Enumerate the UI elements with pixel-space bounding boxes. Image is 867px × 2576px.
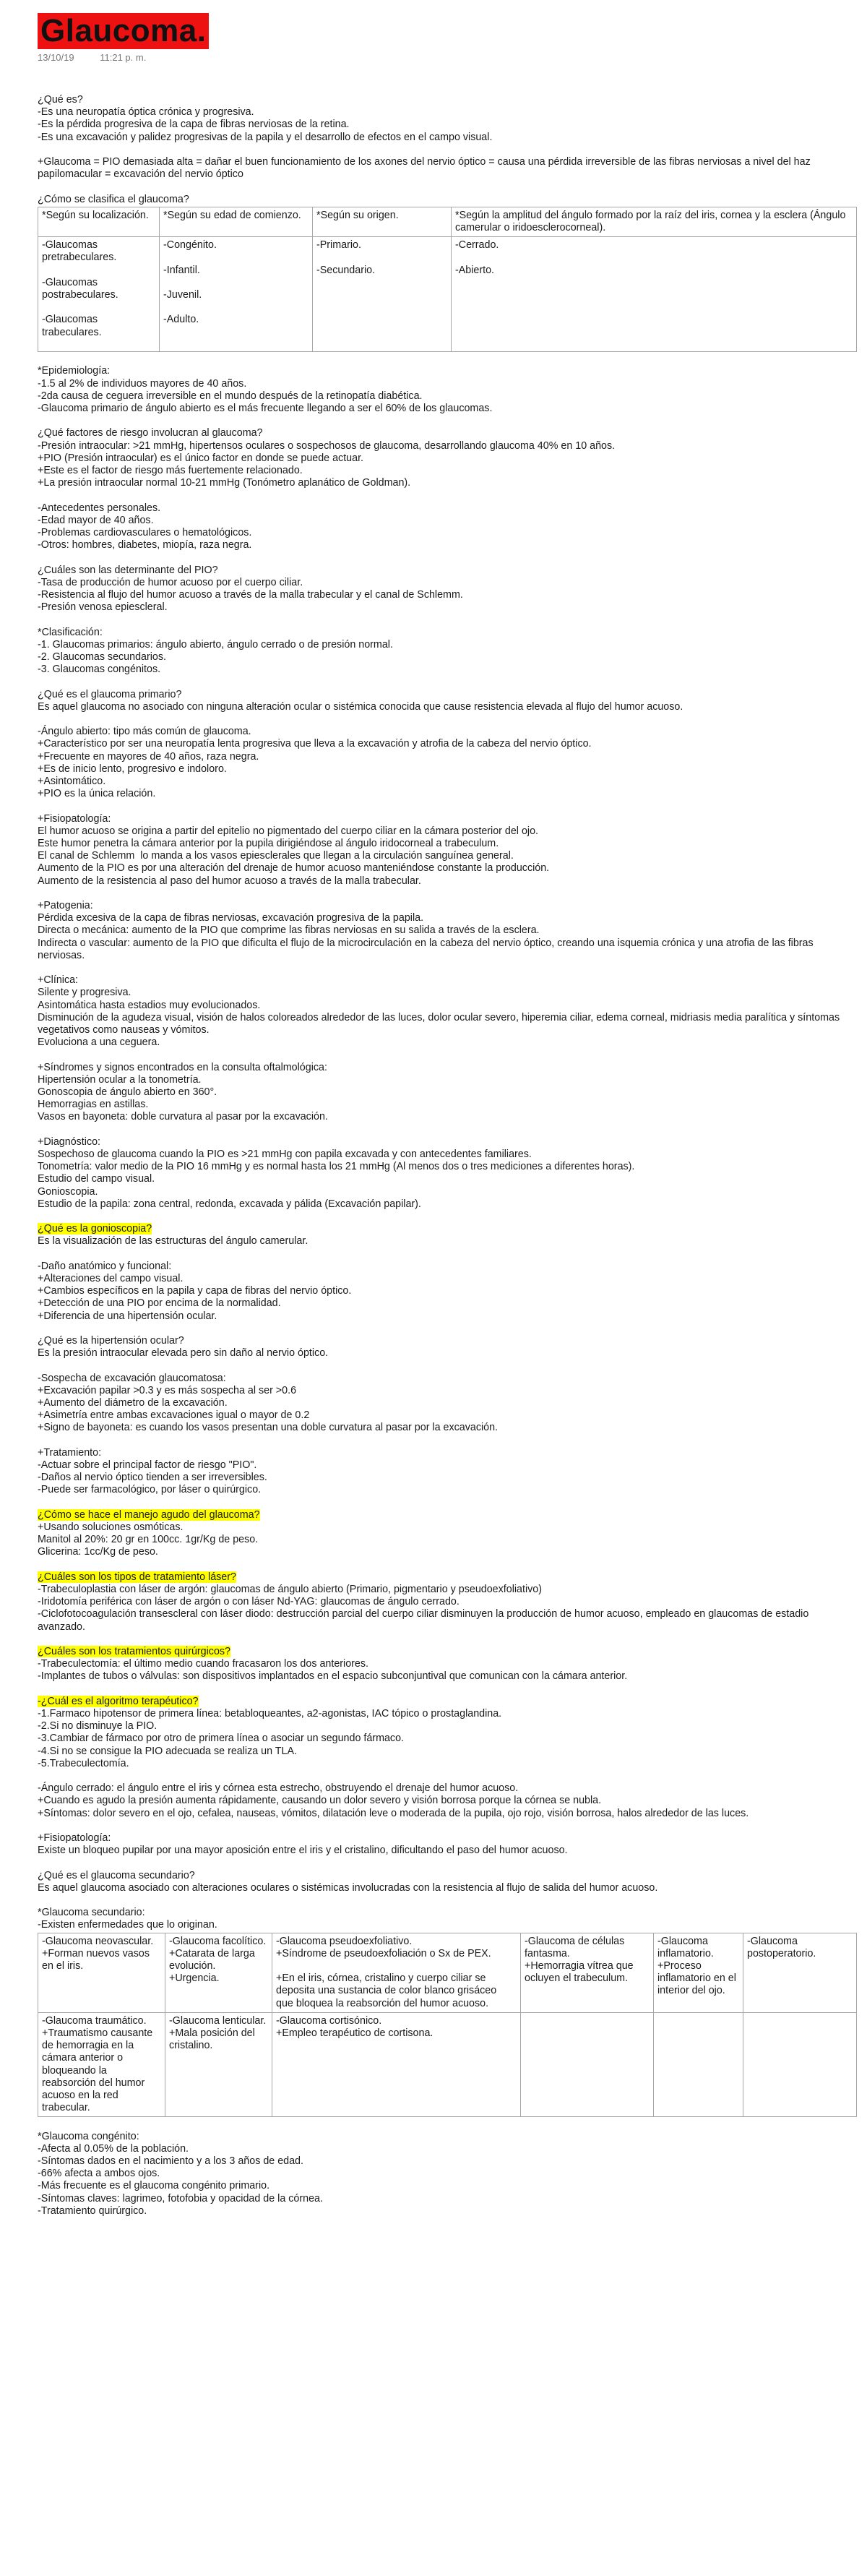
note-line: -Presión intraocular: >21 mmHg, hipertensos oculares o sospechosos de glaucoma, desarrollando glaucoma 40% en 10 años.: [38, 439, 616, 452]
blank-line: [38, 676, 857, 688]
note-line: +Este es el factor de riesgo más fuertemente relacionado.: [38, 465, 303, 476]
note-line: -Más frecuente es el glaucoma congénito primario.: [38, 2180, 270, 2192]
note-line: -Antecedentes personales.: [38, 502, 161, 514]
note-line: -Daños al nervio óptico tienden a ser irreversibles.: [38, 1472, 267, 1484]
note-line: -Ángulo abierto: tipo más común de glaucoma.: [38, 726, 251, 738]
note-line: +Cambios específicos en la papila y capa de fibras del nervio óptico.: [38, 1285, 352, 1297]
table-cell: -Glaucoma inflamatorio. +Proceso inflamatorio en el interior del ojo.: [654, 1933, 743, 2012]
blank-line: [38, 1820, 857, 1832]
highlighted-question: ¿Cómo se hace el manejo agudo del glaucoma?: [38, 1508, 260, 1521]
note-line: +Aumento del diámetro de la excavación.: [38, 1397, 228, 1409]
note-line: +Frecuente en mayores de 40 años, raza negra.: [38, 750, 259, 763]
note-line: +Asimetría entre ambas excavaciones igual o mayor de 0.2: [38, 1409, 310, 1422]
note-line: +Signo de bayoneta: es cuando los vasos presentan una doble curvatura al pasar por la excavación.: [38, 1422, 499, 1434]
table-cell: -Cerrado. -Abierto.: [452, 237, 857, 352]
highlighted-question: -¿Cuál es el algoritmo terapéutico?: [38, 1695, 199, 1707]
note-line: -Trabeculoplastia con láser de argón: glaucomas de ángulo abierto (Primario, pigmentario y pseudoexfoliativo): [38, 1584, 543, 1596]
blank-line: [38, 181, 857, 193]
note-line: [38, 1571, 857, 1584]
note-line: -Actuar sobre el principal factor de riesgo "PIO".: [38, 1459, 257, 1472]
note-line: -Síntomas dados en el nacimiento y a los 3 años de edad.: [38, 2155, 303, 2168]
blank-line: [38, 614, 857, 626]
note-line: Aumento de la PIO es por una alteración del drenaje de humor acuoso manteniéndose constante la producción.: [38, 862, 550, 875]
note-line: Silente y progresiva.: [38, 987, 131, 999]
classification-table: [38, 207, 857, 352]
note-line: -Iridotomía periférica con láser de argón o con láser Nd-YAG: glaucomas de ángulo cerrado.: [38, 1596, 460, 1608]
blank-line: [38, 1770, 857, 1782]
note-line: *Clasificación:: [38, 626, 103, 638]
note-line: -Daño anatómico y funcional:: [38, 1260, 172, 1272]
table-cell: -Glaucoma lenticular. +Mala posición del cristalino.: [165, 2012, 272, 2117]
note-line: -Tasa de producción de humor acuoso por el cuerpo ciliar.: [38, 576, 303, 588]
blank-line: [38, 1248, 857, 1261]
table-cell: [743, 2012, 857, 2117]
note-line: +Alteraciones del campo visual.: [38, 1273, 184, 1285]
table-cell: -Glaucoma traumático. +Traumatismo causante de hemorragia en la cámara anterior o bloqueando la reabsorción del humor acuoso en la red trabecular.: [38, 2012, 165, 2117]
blank-line: [38, 1360, 857, 1372]
note-line: +Diagnóstico:: [38, 1135, 101, 1148]
note-line: ¿Qué es la hipertensión ocular?: [38, 1335, 184, 1347]
note-line: +La presión intraocular normal 10-21 mmHg (Tonómetro aplanático de Goldman).: [38, 477, 411, 489]
note-line: +Usando soluciones osmóticas.: [38, 1521, 184, 1534]
blank-line: [38, 888, 857, 900]
note-line: Disminución de la agudeza visual, visión de halos coloreados alrededor de las luces, dolor ocular severo, hiperemia ciliar, edema corneal, midriasis media paralítica y síntomas vegetativos como nauseas y vómitos.: [38, 1011, 843, 1036]
table-header-cell: *Según su origen.: [313, 207, 452, 236]
blank-line: [38, 1683, 857, 1696]
note-page: [38, 13, 857, 2217]
blank-line: [38, 713, 857, 726]
note-line: -1.Farmaco hipotensor de primera línea: betabloqueantes, a2-agonistas, IAC tópico o prostaglandina.: [38, 1708, 502, 1720]
note-line: +Síntomas: dolor severo en el ojo, cefalea, nauseas, vómitos, dilatación leve o moderada de la pupila, ojo rojo, visión borrosa, halos alrededor de las luces.: [38, 1807, 749, 1819]
note-line: Tonometría: valor medio de la PIO 16 mmHg y es normal hasta los 21 mmHg (Al menos dos o tres mediciones a diferentes horas).: [38, 1161, 635, 1173]
blank-line: [38, 1894, 857, 1907]
note-line: -Trabeculectomía: el último medio cuando fracasaron los dos anteriores.: [38, 1658, 368, 1670]
note-line: -Puede ser farmacológico, por láser o quirúrgico.: [38, 1484, 262, 1496]
table-cell: -Glaucoma postoperatorio.: [743, 1933, 857, 2012]
blank-line: [38, 1633, 857, 1646]
note-line: Es aquel glaucoma asociado con alteraciones oculares o sistémicas involucradas con la resistencia al flujo de salida del humor acuoso.: [38, 1881, 658, 1894]
note-line: -Sospecha de excavación glaucomatosa:: [38, 1372, 226, 1384]
note-line: Estudio del campo visual.: [38, 1173, 155, 1185]
highlighted-question: ¿Qué es la gonioscopia?: [38, 1223, 152, 1235]
note-line: -Presión venosa epiescleral.: [38, 601, 168, 614]
note-line: -Síntomas claves: lagrimeo, fotofobia y opacidad de la córnea.: [38, 2192, 323, 2204]
note-line: *Glaucoma congénito:: [38, 2130, 139, 2142]
table-cell: -Glaucoma neovascular. +Forman nuevos vasos en el iris.: [38, 1933, 165, 2012]
table-cell: -Primario. -Secundario.: [313, 237, 452, 352]
note-line: -Edad mayor de 40 años.: [38, 514, 154, 526]
note-line: ¿Qué es el glaucoma secundario?: [38, 1869, 195, 1881]
note-line: Existe un bloqueo pupilar por una mayor aposición entre el iris y el cristalino, dificultando el paso del humor acuoso.: [38, 1845, 568, 1857]
note-line: +Clínica:: [38, 974, 79, 987]
note-line: Glicerina: 1cc/Kg de peso.: [38, 1546, 158, 1558]
blank-line: [38, 1857, 857, 1869]
note-line: -1. Glaucomas primarios: ángulo abierto, ángulo cerrado o de presión normal.: [38, 638, 393, 651]
note-line: Es la presión intraocular elevada pero sin daño al nervio óptico.: [38, 1347, 329, 1360]
note-line: +Tratamiento:: [38, 1446, 102, 1459]
blank-line: [38, 1435, 857, 1447]
note-line: Hipertensión ocular a la tonometría.: [38, 1073, 202, 1086]
note-line: ¿Qué factores de riesgo involucran al glaucoma?: [38, 427, 263, 439]
section-main: [38, 365, 857, 1931]
blank-line: [38, 962, 857, 974]
table-header-cell: *Según su localización.: [38, 207, 160, 236]
note-line: El canal de Schlemm lo manda a los vasos epiesclerales que llegan a la circulación sanguínea general.: [38, 850, 514, 862]
note-line: Es aquel glaucoma no asociado con ninguna alteración ocular o sistémica conocida que cause resistencia elevada al flujo del humor acuoso.: [38, 700, 683, 713]
note-line: +Patogenia:: [38, 900, 93, 911]
note-line: [38, 1223, 857, 1235]
blank-line: [38, 489, 857, 502]
note-line: -1.5 al 2% de individuos mayores de 40 años.: [38, 377, 247, 390]
note-line: *Epidemiología:: [38, 365, 111, 377]
note-line: -Otros: hombres, diabetes, miopía, raza negra.: [38, 539, 252, 551]
table-cell: [521, 2012, 654, 2117]
note-line: -Glaucoma primario de ángulo abierto es el más frecuente llegando a ser el 60% de los glaucomas.: [38, 403, 493, 414]
note-line: -Afecta al 0.05% de la población.: [38, 2142, 189, 2155]
blank-line: [38, 144, 857, 156]
note-line: +Cuando es agudo la presión aumenta rápidamente, causando un dolor severo y visión borrosa porque la córnea se nubla.: [38, 1795, 602, 1807]
note-line: +Fisiopatología:: [38, 1832, 111, 1845]
note-line: Directa o mecánica: aumento de la PIO que comprime las fibras nerviosas en su salida a través de la esclera.: [38, 924, 540, 937]
note-line: +Glaucoma = PIO demasiada alta = dañar el buen funcionamiento de los axones del nervio óptico = causa una pérdida irreversible de las fibras nerviosas a nivel del haz papilomacular = excavación del nervio óptico: [38, 156, 814, 181]
note-line: -Es la pérdida progresiva de la capa de fibras nerviosas de la retina.: [38, 119, 350, 131]
note-line: +Fisiopatología:: [38, 812, 111, 825]
note-line: Manitol al 20%: 20 gr en 100cc. 1gr/Kg de peso.: [38, 1534, 259, 1546]
note-line: +Es de inicio lento, progresivo e indoloro.: [38, 763, 227, 775]
note-line: +Característico por ser una neuropatía lenta progresiva que lleva a la excavación y atrofia de la cabeza del nervio óptico.: [38, 738, 592, 750]
note-title[interactable]: Glaucoma.: [38, 13, 209, 49]
note-line: [38, 1696, 857, 1708]
section-congenital: [38, 2131, 857, 2217]
note-line: ¿Cuáles son las determinante del PIO?: [38, 564, 218, 576]
note-line: -2.Si no disminuye la PIO.: [38, 1720, 158, 1733]
note-line: Es la visualización de las estructuras del ángulo camerular.: [38, 1235, 309, 1248]
note-line: Sospechoso de glaucoma cuando la PIO es >21 mmHg con papila excavada y con antecedentes familiares.: [38, 1149, 532, 1161]
note-line: Este humor penetra la cámara anterior por la pupila dirigiéndose al ángulo iridocorneal a trabeculum.: [38, 838, 499, 849]
note-line: -Resistencia al flujo del humor acuoso a través de la malla trabecular y el canal de Schlemm.: [38, 589, 463, 601]
note-line: -Implantes de tubos o válvulas: son dispositivos implantados en el espacio subconjuntival que comunican con la cámara anterior.: [38, 1670, 628, 1683]
note-line: El humor acuoso se origina a partir del epitelio no pigmentado del cuerpo ciliar en la cámara posterior del ojo.: [38, 825, 538, 837]
table-cell: -Glaucoma pseudoexfoliativo. +Síndrome de pseudoexfoliación o Sx de PEX. +En el iris, córnea, cristalino y cuerpo ciliar se deposita una sustancia de color blanco grisáceo que bloquea la reabsorción del humor acuoso.: [272, 1933, 521, 2012]
note-line: *Glaucoma secundario:: [38, 1907, 145, 1919]
note-body[interactable]: [38, 94, 857, 2217]
note-line: -Es una excavación y palidez progresivas de la papila y el desarrollo de efectos en el campo visual.: [38, 131, 493, 143]
note-line: +Excavación papilar >0.3 y es más sospecha al ser >0.6: [38, 1384, 297, 1396]
table-cell: [654, 2012, 743, 2117]
highlighted-question: ¿Cuáles son los tratamientos quirúrgicos?: [38, 1646, 230, 1658]
note-line: [38, 1509, 857, 1521]
note-line: ¿Qué es?: [38, 94, 83, 106]
note-meta: [38, 52, 857, 66]
note-line: -2da causa de ceguera irreversible en el mundo después de la retinopatía diabética.: [38, 390, 423, 402]
note-line: Vasos en bayoneta: doble curvatura al pasar por la excavación.: [38, 1111, 328, 1123]
highlighted-question: ¿Cuáles son los tipos de tratamiento láser?: [38, 1571, 236, 1583]
note-line: +Diferencia de una hipertensión ocular.: [38, 1310, 217, 1322]
blank-line: [38, 1211, 857, 1223]
table-header-cell: *Según su edad de comienzo.: [160, 207, 313, 236]
table-cell: -Glaucoma facolítico. +Catarata de larga evolución. +Urgencia.: [165, 1933, 272, 2012]
note-line: +PIO (Presión intraocular) es el único factor en donde se puede actuar.: [38, 452, 364, 464]
blank-line: [38, 1323, 857, 1335]
blank-line: [38, 1559, 857, 1571]
note-line: +Detección de una PIO por encima de la normalidad.: [38, 1297, 281, 1310]
table-cell: -Glaucoma cortisónico. +Empleo terapéutico de cortisona.: [272, 2012, 521, 2117]
note-line: -Existen enfermedades que lo originan.: [38, 1919, 217, 1931]
blank-line: [38, 800, 857, 812]
note-line: -Ciclofotocoagulación transescleral con láser diodo: destrucción parcial del cuerpo ciliar disminuyen la producción de humor acuoso, empleado en glaucomas de estadio avanzado.: [38, 1608, 812, 1633]
note-line: Evoluciona a una ceguera.: [38, 1036, 160, 1049]
table-cell: -Glaucomas pretrabeculares. -Glaucomas postrabeculares. -Glaucomas trabeculares.: [38, 237, 160, 352]
note-line: -3.Cambiar de fármaco por otro de primera línea o asociar un segundo fármaco.: [38, 1733, 405, 1745]
note-line: Estudio de la papila: zona central, redonda, excavada y pálida (Excavación papilar).: [38, 1198, 421, 1210]
note-line: ¿Qué es el glaucoma primario?: [38, 688, 182, 700]
note-line: Hemorragias en astillas.: [38, 1099, 149, 1111]
note-line: [38, 1646, 857, 1658]
table-cell: -Glaucoma de células fantasma. +Hemorragia vítrea que ocluyen el trabeculum.: [521, 1933, 654, 2012]
note-line: Aumento de la resistencia al paso del humor acuoso a través de la malla trabecular.: [38, 875, 421, 887]
note-time: 11:21 p. m.: [100, 52, 147, 63]
table-header-cell: *Según la amplitud del ángulo formado por la raíz del iris, cornea y la esclera (Ángulo camerular o iridoesclerocorneal).: [452, 207, 857, 236]
note-line: Gonoscopia de ángulo abierto en 360°.: [38, 1086, 217, 1099]
note-line: -66% afecta a ambos ojos.: [38, 2168, 160, 2180]
note-line: Asintomática hasta estadios muy evolucionados.: [38, 999, 261, 1011]
note-line: -Tratamiento quirúrgico.: [38, 2204, 147, 2217]
blank-line: [38, 415, 857, 427]
note-line: +Síndromes y signos encontrados en la consulta oftalmológica:: [38, 1061, 327, 1073]
note-line: -Problemas cardiovasculares o hematológicos.: [38, 527, 252, 538]
note-line: -3. Glaucomas congénitos.: [38, 664, 161, 676]
blank-line: [38, 551, 857, 564]
note-line: -4.Si no se consigue la PIO adecuada se realiza un TLA.: [38, 1745, 297, 1757]
blank-line: [38, 1049, 857, 1061]
section-intro: [38, 94, 857, 206]
secondary-glaucoma-table: [38, 1933, 857, 2118]
note-line: -Ángulo cerrado: el ángulo entre el iris y córnea esta estrecho, obstruyendo el drenaje del humor acuoso.: [38, 1782, 519, 1795]
table-cell: -Congénito. -Infantil. -Juvenil. -Adulto.: [160, 237, 313, 352]
note-date: 13/10/19: [38, 52, 74, 63]
note-line: -Es una neuropatía óptica crónica y progresiva.: [38, 106, 254, 119]
note-line: ¿Cómo se clasifica el glaucoma?: [38, 193, 189, 205]
blank-line: [38, 1124, 857, 1136]
note-line: +PIO es la única relación.: [38, 788, 156, 800]
note-line: Indirecta o vascular: aumento de la PIO que dificulta el flujo de la microcirculación en la cabeza del nervio óptico, creando una isquemia crónica y una atrofia de las fibras nerviosas.: [38, 937, 816, 961]
note-line: Pérdida excesiva de la capa de fibras nerviosas, excavación progresiva de la papila.: [38, 912, 424, 924]
note-line: -5.Trabeculectomía.: [38, 1757, 129, 1769]
note-line: +Asintomático.: [38, 776, 106, 787]
blank-line: [38, 1497, 857, 1509]
note-line: Gonioscopia.: [38, 1185, 98, 1198]
note-line: -2. Glaucomas secundarios.: [38, 651, 166, 663]
